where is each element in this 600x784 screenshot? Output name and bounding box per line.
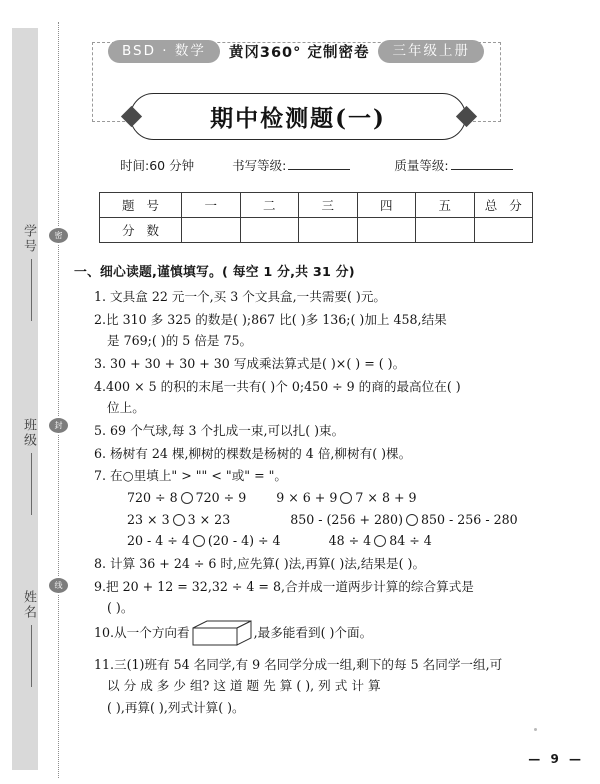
- q7-r1-left2: 9 × 6 + 9: [276, 489, 338, 505]
- question-1: [94, 286, 536, 308]
- seal-field-class-rule: [31, 453, 32, 515]
- question-7: [94, 465, 536, 552]
- q7-r1-right: 720 ÷ 9: [195, 489, 247, 505]
- question-5-text: 69 个气球,每 3 个扎成一束,可以扎( )束。: [110, 422, 345, 438]
- question-10-text-before: 从一个方向看: [114, 624, 190, 640]
- seal-field-name-rule: [31, 625, 32, 687]
- question-8: [94, 553, 536, 575]
- question-2-line1: 比 310 多 325 的数是( );867 比( )多 136;( )加上 458,结果: [106, 311, 447, 327]
- q7-r1-right2: 7 × 8 + 9: [355, 489, 417, 505]
- question-1-text: 文具盒 22 元一个,买 3 个文具盒,一共需要( )元。: [110, 289, 387, 304]
- exam-meta-line: [120, 156, 520, 176]
- exam-body: [74, 262, 536, 718]
- score-table-col-1: 一: [182, 193, 241, 218]
- seal-field-name-label: 姓名: [21, 590, 36, 620]
- question-10-text-after: ,最多能看到( )个面。: [253, 624, 373, 640]
- seal-stamp-icon-xian: 线: [49, 578, 68, 593]
- question-8-number: 8.: [94, 555, 107, 571]
- question-7-text: 在○里填上" > "" < "或" = "。: [110, 468, 288, 484]
- seal-field-class: [12, 418, 38, 515]
- score-cell-1[interactable]: [182, 218, 241, 243]
- q7-r3-left2: 48 ÷ 4: [328, 533, 372, 549]
- q7-r2-left: 23 × 3: [127, 511, 170, 527]
- question-3: [94, 353, 536, 375]
- question-1-number: 1.: [94, 289, 107, 304]
- seal-field-student-id-rule: [31, 259, 32, 321]
- seal-line-strip: [12, 28, 38, 770]
- question-11-line2: 以 分 成 多 少 组? 这 道 题 先 算 ( ), 列 式 计 算: [107, 678, 381, 694]
- score-cell-5[interactable]: [416, 218, 475, 243]
- quality-grade-blank[interactable]: [451, 158, 513, 170]
- question-7-compare-row-1: [127, 487, 536, 509]
- quality-grade-field: [394, 156, 512, 174]
- question-9-line2: ( )。: [107, 600, 134, 616]
- question-8-text: 计算 36 + 24 ÷ 6 时,应先算( )法,再算( )法,结果是( )。: [110, 555, 426, 571]
- q7-r3-right: (20 - 4) ÷ 4: [207, 533, 281, 549]
- series-title: 黄冈360° 定制密卷: [228, 44, 370, 61]
- subject-pill: BSD · 数学: [108, 40, 220, 63]
- header-brand-row: [108, 38, 518, 64]
- cuboid-icon: [191, 620, 253, 653]
- question-6-number: 6.: [94, 445, 107, 461]
- table-row-scores: [100, 218, 533, 243]
- page-number: — 9 —: [528, 752, 584, 766]
- score-table-rowhead-score: 分 数: [100, 218, 182, 243]
- question-7-compare-row-3: [127, 530, 536, 552]
- question-2-line2: 是 769;( )的 5 倍是 75。: [107, 333, 253, 349]
- question-11: [94, 654, 536, 719]
- writing-grade-label: 书写等级:: [232, 158, 287, 173]
- question-4: [94, 376, 536, 419]
- question-11-line1: 三(1)班有 54 名同学,有 9 名同学分成一组,剩下的每 5 名同学一组,可: [114, 656, 503, 672]
- seal-field-student-id: [12, 224, 38, 321]
- score-table-col-total: 总 分: [474, 193, 533, 218]
- q7-r3-right2: 84 ÷ 4: [389, 533, 432, 549]
- exam-title-capsule: [130, 93, 466, 140]
- question-5-number: 5.: [94, 422, 107, 438]
- question-10-number: 10.: [94, 624, 115, 640]
- score-cell-total[interactable]: [474, 218, 533, 243]
- q7-r2-circle-a[interactable]: [173, 514, 185, 526]
- q7-r2-circle-b[interactable]: [406, 514, 418, 526]
- score-table-col-2: 二: [240, 193, 299, 218]
- question-11-number: 11.: [94, 656, 115, 672]
- question-5: [94, 420, 536, 442]
- question-10: [94, 620, 536, 653]
- seal-stamp-icon-mi: 密: [49, 228, 68, 243]
- score-cell-2[interactable]: [240, 218, 299, 243]
- question-6: [94, 443, 536, 465]
- q7-r1-left: 720 ÷ 8: [127, 489, 178, 505]
- question-3-text: 30 + 30 + 30 + 30 写成乘法算式是( )×( ) = ( )。: [110, 355, 406, 371]
- score-table-rowhead-question: 题 号: [100, 193, 182, 218]
- question-4-number: 4.: [94, 378, 107, 394]
- section-heading-1: 一、细心读题,谨慎填写。( 每空 1 分,共 31 分): [74, 265, 355, 280]
- question-2-number: 2.: [94, 311, 107, 327]
- q7-r2-right2: 850 - 256 - 280: [420, 511, 518, 527]
- question-6-text: 杨树有 24 棵,柳树的棵数是杨树的 4 倍,柳树有( )棵。: [110, 445, 412, 461]
- question-4-line2: 位上。: [107, 400, 145, 416]
- seal-field-class-label: 班级: [21, 418, 36, 448]
- question-4-line1: 400 × 5 的积的末尾一共有( )个 0;450 ÷ 9 的商的最高位在( ): [106, 378, 461, 394]
- seal-stamp-icon-feng: 封: [49, 418, 68, 433]
- writing-grade-blank[interactable]: [288, 158, 350, 170]
- question-7-number: 7.: [94, 468, 107, 484]
- q7-r2-left2: 850 - (256 + 280): [290, 511, 403, 527]
- q7-r3-left: 20 - 4 ÷ 4: [127, 533, 190, 549]
- seal-field-name: [12, 590, 38, 687]
- q7-r2-right: 3 × 23: [187, 511, 231, 527]
- score-table-col-4: 四: [357, 193, 416, 218]
- quality-grade-label: 质量等级:: [394, 158, 449, 173]
- question-9-number: 9.: [94, 578, 107, 594]
- grade-pill: 三年级上册: [378, 40, 484, 63]
- q7-r1-circle-b[interactable]: [340, 492, 352, 504]
- page-title: 期中检测题(一): [210, 105, 386, 132]
- writing-grade-field: [232, 156, 350, 174]
- score-cell-4[interactable]: [357, 218, 416, 243]
- score-table: [99, 192, 533, 243]
- question-11-line3: ( ),再算( ),列式计算( )。: [107, 699, 245, 715]
- score-table-col-5: 五: [416, 193, 475, 218]
- question-3-number: 3.: [94, 355, 107, 371]
- seal-field-student-id-label: 学号: [21, 224, 36, 254]
- q7-r3-circle-b[interactable]: [374, 535, 386, 547]
- q7-r3-circle-a[interactable]: [193, 535, 205, 547]
- question-9-line1: 把 20 + 12 = 32,32 ÷ 4 = 8,合并成一道两步计算的综合算式是: [106, 578, 474, 594]
- question-2: [94, 309, 536, 352]
- exam-duration: 时间:60 分钟: [120, 158, 195, 173]
- question-7-compare-row-2: [127, 509, 536, 531]
- q7-r1-circle-a[interactable]: [181, 492, 193, 504]
- footer-speck: [534, 728, 537, 731]
- dotted-seal-divider: [58, 22, 59, 778]
- score-table-col-3: 三: [299, 193, 358, 218]
- question-9: [94, 576, 536, 619]
- table-row-question-numbers: [100, 193, 533, 218]
- score-cell-3[interactable]: [299, 218, 358, 243]
